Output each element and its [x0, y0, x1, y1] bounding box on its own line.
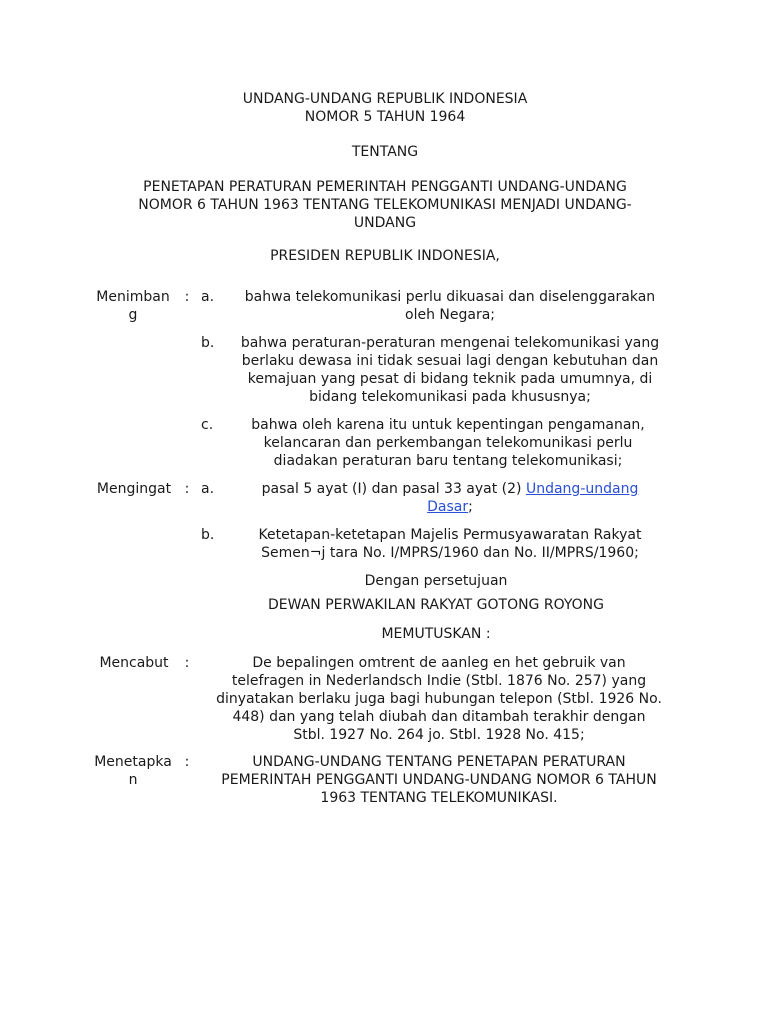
menimbang-item-c-letter: c. [201, 417, 214, 433]
mencabut-colon: : [184, 655, 190, 671]
menetapkan-colon: : [184, 754, 190, 770]
law-title [90, 90, 680, 126]
law-subject-line2: NOMOR 6 TAHUN 1963 TENTANG TELEKOMUNIKASI MENJADI UNDANG- [138, 197, 632, 213]
law-subject [90, 178, 680, 232]
approval-line1: Dengan persetujuan [364, 573, 508, 589]
law-subject-line3: UNDANG [353, 215, 417, 231]
mencabut-label: Mencabut [99, 655, 169, 671]
law-title-line2: NOMOR 5 TAHUN 1964 [304, 109, 466, 125]
memutuskan-heading: MEMUTUSKAN : [381, 626, 491, 642]
mencabut-text: De bepalingen omtrent de aanleg en het gebruik van telefragen in Nederlandsch Indie (Stbl. 1876 No. 257) yang dinyatakan berlaku juga bagi hubungan telepon (Stbl. 1926 No. 448) dan yang telah diubah dan ditambah terakhir dengan Stbl. 1927 No. 264 jo. Stbl. 1928 No. 415; [216, 655, 662, 743]
mengingat-item-a-letter: a. [201, 481, 215, 497]
menetapkan-text: UNDANG-UNDANG TENTANG PENETAPAN PERATURAN PEMERINTAH PENGGANTI UNDANG-UNDANG NOMOR 6 TAHUN 1963 TENTANG TELEKOMUNIKASI. [221, 754, 657, 806]
law-title-line1: UNDANG-UNDANG REPUBLIK INDONESIA [242, 91, 528, 107]
mengingat-item-b-text: Ketetapan-ketetapan Majelis Permusyawaratan Rakyat Semen¬j tara No. I/MPRS/1960 dan No. II/MPRS/1960; [258, 527, 642, 561]
mengingat-item-b-letter: b. [201, 527, 215, 543]
tentang-heading: TENTANG [351, 144, 419, 160]
menimbang-label: Menimban g [96, 289, 170, 323]
mengingat-item-a-text: pasal 5 ayat (I) dan pasal 33 ayat (2) Undang-undang Dasar; [261, 481, 639, 515]
menimbang-item-a-letter: a. [201, 289, 215, 305]
menimbang-item-a-text: bahwa telekomunikasi perlu dikuasai dan diselenggarakan oleh Negara; [244, 289, 656, 323]
menimbang-colon: : [184, 289, 190, 305]
law-subject-line1: PENETAPAN PERATURAN PEMERINTAH PENGGANTI UNDANG-UNDANG [143, 179, 627, 195]
undang-undang-dasar-link-cont[interactable]: Dasar [427, 499, 469, 515]
undang-undang-dasar-link[interactable]: Undang-undang [525, 481, 639, 497]
approval-council: DEWAN PERWAKILAN RAKYAT GOTONG ROYONG [268, 597, 604, 613]
menimbang-item-b-letter: b. [201, 335, 215, 351]
menetapkan-label: Menetapka n [94, 754, 172, 788]
menimbang-item-b-text: bahwa peraturan-peraturan mengenai telekomunikasi yang berlaku dewasa ini tidak sesuai lagi dengan kebutuhan dan kemajuan yang pesat di bidang teknik pada umumnya, di bidang telekomunikasi pada khususnya; [240, 335, 660, 405]
mengingat-label: Mengingat [96, 481, 172, 497]
menimbang-item-c-text: bahwa oleh karena itu untuk kepentingan pengamanan, kelancaran dan perkembangan telekomunikasi perlu diadakan peraturan baru tentang telekomunikasi; [251, 417, 645, 469]
president-heading: PRESIDEN REPUBLIK INDONESIA, [270, 248, 500, 264]
mengingat-colon: : [184, 481, 190, 497]
